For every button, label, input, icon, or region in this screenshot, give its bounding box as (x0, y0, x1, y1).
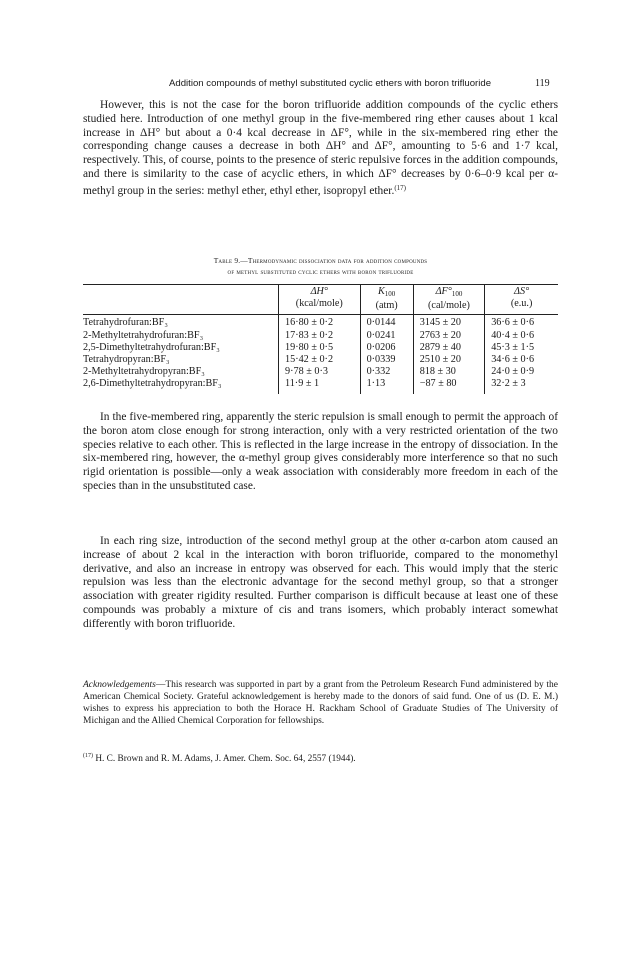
ds-value: 36·6 ± 0·6 (485, 315, 558, 330)
reference-number: (17) (83, 753, 93, 759)
compound-name: 2-Methyltetrahydrofuran:BF₃ (83, 329, 204, 341)
dh-value: 19·80 ± 0·5 (279, 342, 361, 354)
k-value: 1·13 (360, 378, 413, 393)
footnote-ref-17[interactable]: (17) (394, 183, 406, 192)
compound-name: 2,6-Dimethyltetrahydropyran:BF₃ (83, 378, 222, 390)
thermodynamic-data-table (83, 284, 558, 394)
table-caption (83, 255, 558, 277)
table-caption-line-2: of methyl substituted cyclic ethers with boron trifluoride (227, 267, 414, 276)
header-k: $K_{100}$ (atm) (360, 285, 413, 315)
running-head: Addition compounds of methyl substituted cyclic ethers with boron trifluoride (168, 78, 492, 89)
df-value: 818 ± 30 (413, 366, 484, 378)
compound-name: Tetrahydrofuran:BF₃ (83, 317, 168, 329)
ds-value: 45·3 ± 1·5 (485, 342, 558, 354)
table-row (83, 330, 558, 342)
k-value: 0·0206 (360, 342, 413, 354)
df-value: −87 ± 80 (413, 378, 484, 393)
k-value: 0·0144 (360, 315, 413, 330)
dh-value: 11·9 ± 1 (279, 378, 361, 393)
body-paragraph-1 (83, 99, 558, 199)
table-row (83, 378, 558, 393)
compound-name: Tetrahydropyran:BF₃ (83, 354, 170, 366)
df-value: 2879 ± 40 (413, 342, 484, 354)
reference-17 (83, 750, 558, 765)
k-value: 0·0339 (360, 354, 413, 366)
table-row (83, 342, 558, 354)
k-value: 0·332 (360, 366, 413, 378)
dh-value: 9·78 ± 0·3 (279, 366, 361, 378)
acknowledgements (83, 679, 558, 727)
ds-value: 40·4 ± 0·6 (485, 330, 558, 342)
dh-value: 16·80 ± 0·2 (279, 315, 361, 330)
paragraph-1-text: However, this is not the case for the boron trifluoride addition compounds of the cyclic ethers studied here. Introduction of one methyl group in the five-membered ring ether causes about 1 kcal increase in ΔH° but about a 0·4 kcal decrease in ΔF°, while in the six-membered ring ether the corresponding change causes a decrease in both ΔH° and ΔF°, amounting to 5·6 and 1·7 kcal, respectively. This, of course, points to the presence of steric repulsive forces in the addition compounds, and there is similarity to the case of acyclic ethers, in which ΔF° decreases by 0·6–0·9 kcal per α-methyl group in the series: methyl ether, ethyl ether, isopropyl ether. (83, 99, 558, 197)
df-value: 2763 ± 20 (413, 330, 484, 342)
body-paragraph-2: In the five-membered ring, apparently the steric repulsion is small enough to permit the approach of the boron atom close enough for strong interaction, only with a very restricted orientation of the two species relative to each other. This is reflected in the large increase in the entropy of dissociation. In the six-membered ring, however, the α-methyl group gives considerably more interference so that no such rigid orientation is possible—only a weak association with considerably more freedom in each of the species than in the unsubstituted case. (83, 411, 558, 492)
header-ds: ΔS° (e.u.) (485, 285, 558, 315)
table-caption-line-1: Table 9.—Thermodynamic dissociation data for addition compounds (213, 256, 428, 265)
table-row (83, 315, 558, 330)
k-value: 0·0241 (360, 330, 413, 342)
compound-name: 2,5-Dimethyltetrahydrofuran:BF₃ (83, 341, 220, 353)
acknowledgements-text: —This research was supported in part by a grant from the Petroleum Research Fund administered by the American Chemical Society. Grateful acknowledgement is hereby made to the donors of said fund. One of us (D. E. M.) wishes to express his appreciation to both the Horace H. Rackham School of Graduate Studies of The University of Michigan and the Allied Chemical Corporation for fellowships. (83, 680, 558, 727)
ds-value: 24·0 ± 0·9 (485, 366, 558, 378)
dh-value: 15·42 ± 0·2 (279, 354, 361, 366)
df-value: 2510 ± 20 (413, 354, 484, 366)
acknowledgements-heading: Acknowledgements (83, 680, 156, 690)
compound-name: 2-Methyltetrahydropyran:BF₃ (83, 366, 205, 378)
ds-value: 34·6 ± 0·6 (485, 354, 558, 366)
dh-value: 17·83 ± 0·2 (279, 330, 361, 342)
reference-text: H. C. Brown and R. M. Adams, J. Amer. Chem. Soc. 64, 2557 (1944). (93, 754, 356, 765)
header-compound (83, 285, 279, 315)
ds-value: 32·2 ± 3 (485, 378, 558, 393)
header-dh: ΔH° (kcal/mole) (279, 285, 361, 315)
page-number: 119 (535, 78, 550, 89)
body-paragraph-3: In each ring size, introduction of the second methyl group at the other α-carbon atom caused an increase of about 2 kcal in the interaction with boron trifluoride, compared to the monomethyl derivative, and also an increase in entropy was observed for each. This would imply that the steric repulsion was less than the electronic advantage for the second methyl group, so that a stronger association with greater rigidity resulted. Further comparison is difficult because at least one of these compounds was probably a mixture of cis and trans isomers, which probably interact somewhat differently with boron trifluoride. (83, 535, 558, 630)
df-value: 3145 ± 20 (413, 315, 484, 330)
header-df: $\Delta F^\circ_{100}$ (cal/mole) (413, 285, 484, 315)
table-header-row (83, 285, 558, 315)
table-row (83, 366, 558, 378)
table-row (83, 354, 558, 366)
